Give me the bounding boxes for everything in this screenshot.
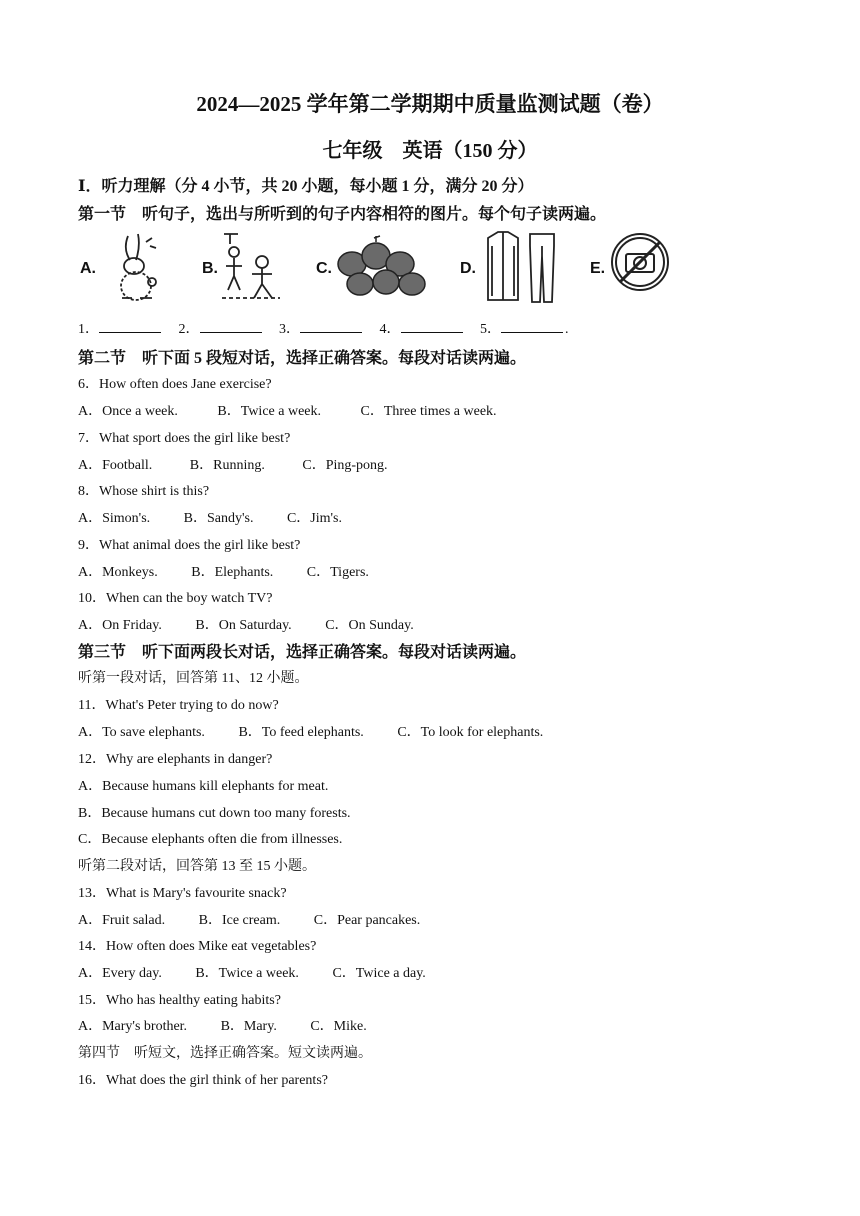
question-14: 14．How often does Mike eat vegetables?: [78, 939, 317, 954]
options-9: [78, 561, 369, 581]
options-14: [78, 962, 426, 982]
option-15c[interactable]: C．Mike.: [310, 1019, 367, 1034]
option-7b[interactable]: B．Running.: [189, 458, 265, 473]
section4-heading: 第四节 听短文，选择正确答案。短文读两遍。: [78, 1046, 372, 1061]
question-16: 16．What does the girl think of her parents?: [78, 1073, 328, 1088]
question-8: 8．Whose shirt is this?: [78, 484, 210, 499]
option-15a[interactable]: A．Mary's brother.: [78, 1019, 188, 1034]
section2-heading: 第二节 听下面 5 段短对话，选择正确答案。每段对话读两遍。: [78, 350, 527, 367]
picture-letter-d: D.: [460, 260, 476, 277]
blank-label-2: 2．: [178, 322, 200, 337]
option-13b[interactable]: B．Ice cream.: [198, 913, 281, 928]
picture-letter-b: B.: [202, 260, 218, 277]
options-7: [78, 454, 388, 474]
option-9b[interactable]: B．Elephants.: [191, 565, 274, 580]
answer-blank-5[interactable]: [501, 320, 563, 333]
option-11c[interactable]: C．To look for elephants.: [397, 725, 544, 740]
option-11a[interactable]: A．To save elephants.: [78, 725, 205, 740]
option-12a[interactable]: A．Because humans kill elephants for meat.: [78, 779, 329, 794]
option-11b[interactable]: B．To feed elephants.: [238, 725, 364, 740]
section3-intro-1: 听第一段对话，回答第 11、12 小题。: [78, 671, 309, 686]
blank-label-4: 4．: [379, 322, 401, 337]
question-6: 6．How often does Jane exercise?: [78, 377, 272, 392]
option-8a[interactable]: A．Simon's.: [78, 511, 151, 526]
question-13: 13．What is Mary's favourite snack?: [78, 886, 287, 901]
option-10b[interactable]: B．On Saturday.: [195, 618, 292, 633]
blank-label-3: 3．: [279, 322, 300, 337]
section3-heading: 第三节 听下面两段长对话，选择正确答案。每段对话读两遍。: [78, 644, 527, 661]
picture-letter-a: A.: [80, 260, 96, 277]
page-title: 2024—2025 学年第二学期期中质量监测试题（卷）: [196, 92, 664, 116]
option-9a[interactable]: A．Monkeys.: [78, 565, 158, 580]
fruit-icon: [334, 234, 430, 300]
question-12: 12．Why are elephants in danger?: [78, 752, 273, 767]
option-7c[interactable]: C．Ping-pong.: [302, 458, 388, 473]
option-12b[interactable]: B．Because humans cut down too many forests.: [78, 806, 351, 821]
option-8b[interactable]: B．Sandy's.: [183, 511, 254, 526]
blank-label-5: 5．: [480, 322, 501, 337]
option-8c[interactable]: C．Jim's.: [286, 511, 343, 526]
clothes-icon: [480, 226, 564, 306]
answer-blank-4[interactable]: [401, 320, 463, 333]
options-8: [78, 507, 342, 527]
blank-end-period: .: [565, 322, 569, 337]
option-6a[interactable]: A．Once a week.: [78, 404, 178, 419]
option-13a[interactable]: A．Fruit salad.: [78, 913, 166, 928]
answer-blank-3[interactable]: [300, 320, 362, 333]
section1-heading: 第一节 听句子，选出与所听到的句子内容相符的图片。每个句子读两遍。: [78, 206, 607, 223]
question-15: 15．Who has healthy eating habits?: [78, 993, 281, 1008]
options-6: [78, 400, 497, 420]
option-10c[interactable]: C．On Sunday.: [325, 618, 414, 633]
option-9c[interactable]: C．Tigers.: [306, 565, 369, 580]
blank-label-1: 1．: [78, 322, 99, 337]
people-icon: [220, 228, 282, 304]
option-12c[interactable]: C．Because elephants often die from illnesses.: [78, 832, 343, 847]
options-15: [78, 1015, 367, 1035]
question-9: 9．What animal does the girl like best?: [78, 538, 301, 553]
options-11: [78, 721, 543, 741]
option-14a[interactable]: A．Every day.: [78, 966, 162, 981]
option-6b[interactable]: B．Twice a week.: [217, 404, 321, 419]
question-7: 7．What sport does the girl like best?: [78, 431, 291, 446]
question-11: 11．What's Peter trying to do now?: [78, 698, 279, 713]
answer-blanks: [78, 318, 569, 338]
part1-heading: Ⅰ．听力理解（分 4 小节，共 20 小题，每小题 1 分，满分 20 分）: [78, 178, 534, 195]
options-13: [78, 909, 420, 929]
option-7a[interactable]: A．Football.: [78, 458, 153, 473]
answer-blank-1[interactable]: [99, 320, 161, 333]
page-subtitle: 七年级 英语（150 分）: [322, 140, 538, 162]
options-10: [78, 614, 414, 634]
option-14b[interactable]: B．Twice a week.: [195, 966, 299, 981]
option-10a[interactable]: A．On Friday.: [78, 618, 162, 633]
option-13c[interactable]: C．Pear pancakes.: [313, 913, 421, 928]
section3-intro-2: 听第二段对话，回答第 13 至 15 小题。: [78, 859, 316, 874]
picture-letter-e: E.: [590, 260, 606, 277]
no-photo-sign-icon: [608, 230, 672, 294]
picture-letter-c: C.: [316, 260, 332, 277]
answer-blank-2[interactable]: [200, 320, 262, 333]
option-6c[interactable]: C．Three times a week.: [360, 404, 497, 419]
picture-row: [0, 222, 860, 312]
option-14c[interactable]: C．Twice a day.: [332, 966, 426, 981]
question-10: 10．When can the boy watch TV?: [78, 591, 273, 606]
rabbit-icon: [108, 232, 170, 304]
option-15b[interactable]: B．Mary.: [220, 1019, 277, 1034]
